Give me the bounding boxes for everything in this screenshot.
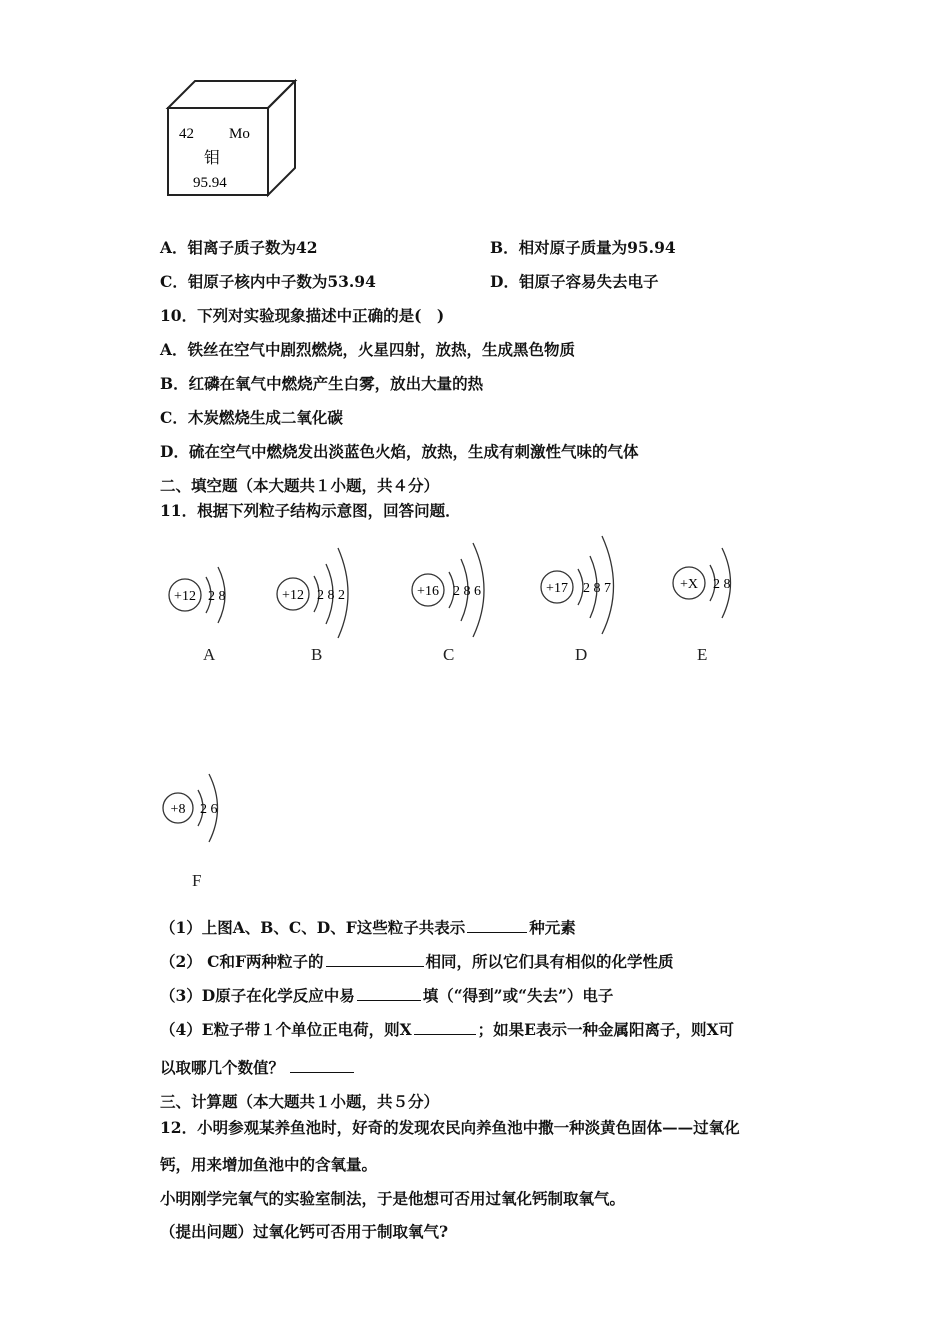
q11-part2-text-b: 相同，所以它们具有相似的化学性质 <box>425 952 674 971</box>
q9-option-c: C．钼原子核内中子数为53.94 <box>160 272 376 291</box>
particle-a-nucleus: +12 <box>174 589 196 604</box>
q9-option-a: A．钼离子质子数为42 <box>160 238 318 257</box>
q10-stem: 10．下列对实验现象描述中正确的是( ) <box>160 306 445 325</box>
section3-title: 三、计算题（本大题共１小题，共５分） <box>160 1092 440 1111</box>
q9-option-d: D．钼原子容易失去电子 <box>490 272 659 291</box>
particle-e <box>665 540 755 620</box>
particle-e-electrons: 2 8 <box>713 577 731 592</box>
q9-option-b: B．相对原子质量为95.94 <box>490 238 676 257</box>
q12-line4: （提出问题）过氧化钙可否用于制取氧气? <box>160 1222 449 1241</box>
q12-line2: 钙，用来增加鱼池中的含氧量。 <box>160 1155 378 1174</box>
particle-b <box>268 540 368 640</box>
q11-stem: 11．根据下列粒子结构示意图，回答问题． <box>160 501 461 520</box>
q11-part1 <box>160 916 576 938</box>
q10-option-d: D．硫在空气中燃烧发出淡蓝色火焰，放热，生成有刺激性气味的气体 <box>160 442 639 461</box>
q11-part4-cont <box>160 1056 356 1078</box>
element-name: 钼 <box>204 150 221 167</box>
q11-part2 <box>160 950 674 972</box>
particle-a-label: A <box>203 645 216 664</box>
q11-part4-text-c: 以取哪几个数值？ <box>160 1058 285 1077</box>
particle-e-label: E <box>697 645 708 664</box>
q11-part3-text-a: （3）D原子在化学反应中易 <box>160 986 355 1005</box>
q11-part4-text-b: ；如果E表示一种金属阳离子，则X可 <box>477 1020 734 1039</box>
element-symbol: Mo <box>229 126 250 142</box>
particle-a <box>160 555 250 635</box>
particle-b-nucleus: +12 <box>282 588 304 603</box>
particle-c-electrons: 2 8 6 <box>453 584 481 599</box>
element-atomic-number: 42 <box>179 126 194 142</box>
q11-part1-text-a: （1）上图A、B、C、D、F这些粒子共表示 <box>160 918 466 937</box>
q11-part2-blank[interactable] <box>326 952 424 967</box>
element-card <box>165 78 300 198</box>
particle-b-label: B <box>311 645 323 664</box>
particle-d-label: D <box>575 645 588 664</box>
q10-option-a: A．铁丝在空气中剧烈燃烧，火星四射，放热，生成黑色物质 <box>160 340 576 359</box>
particle-d-electrons: 2 8 7 <box>583 581 611 596</box>
particle-c <box>403 535 508 640</box>
q11-part4-blank-x[interactable] <box>414 1020 476 1035</box>
q11-part3 <box>160 984 613 1006</box>
particle-f <box>156 770 246 850</box>
particle-e-nucleus: +X <box>679 577 699 592</box>
particle-d <box>533 530 638 635</box>
q11-part3-blank[interactable] <box>357 986 421 1001</box>
q12-line1: 12．小明参观某养鱼池时，好奇的发现农民向养鱼池中撒一种淡黄色固体——过氧化 <box>160 1118 740 1137</box>
particle-c-nucleus: +16 <box>417 584 439 599</box>
q10-option-b: B．红磷在氧气中燃烧产生白雾，放出大量的热 <box>160 374 484 393</box>
element-mass: 95.94 <box>193 175 227 191</box>
particle-f-label: F <box>192 871 202 890</box>
q11-part1-text-b: 种元素 <box>529 918 576 937</box>
q11-part4-blank-values[interactable] <box>290 1058 354 1073</box>
q11-part4-text-a: （4）E粒子带１个单位正电荷，则X <box>160 1020 412 1039</box>
q11-part1-blank[interactable] <box>467 918 527 933</box>
q11-part4 <box>160 1018 734 1040</box>
q10-option-c: C．木炭燃烧生成二氧化碳 <box>160 408 343 427</box>
particle-d-nucleus: +17 <box>546 581 568 596</box>
particle-f-electrons: 2 6 <box>200 802 218 817</box>
q11-part3-text-b: 填（“得到”或“失去”）电子 <box>422 986 614 1005</box>
particle-c-label: C <box>443 645 455 664</box>
section2-title: 二、填空题（本大题共１小题，共４分） <box>160 476 440 495</box>
particle-a-electrons: 2 8 <box>208 589 226 604</box>
q11-part2-text-a: （2） C和F两种粒子的 <box>160 952 324 971</box>
particle-b-electrons: 2 8 2 <box>317 588 345 603</box>
particle-f-nucleus: +8 <box>170 802 186 817</box>
q12-line3: 小明刚学完氧气的实验室制法，于是他想可否用过氧化钙制取氧气。 <box>160 1189 626 1208</box>
